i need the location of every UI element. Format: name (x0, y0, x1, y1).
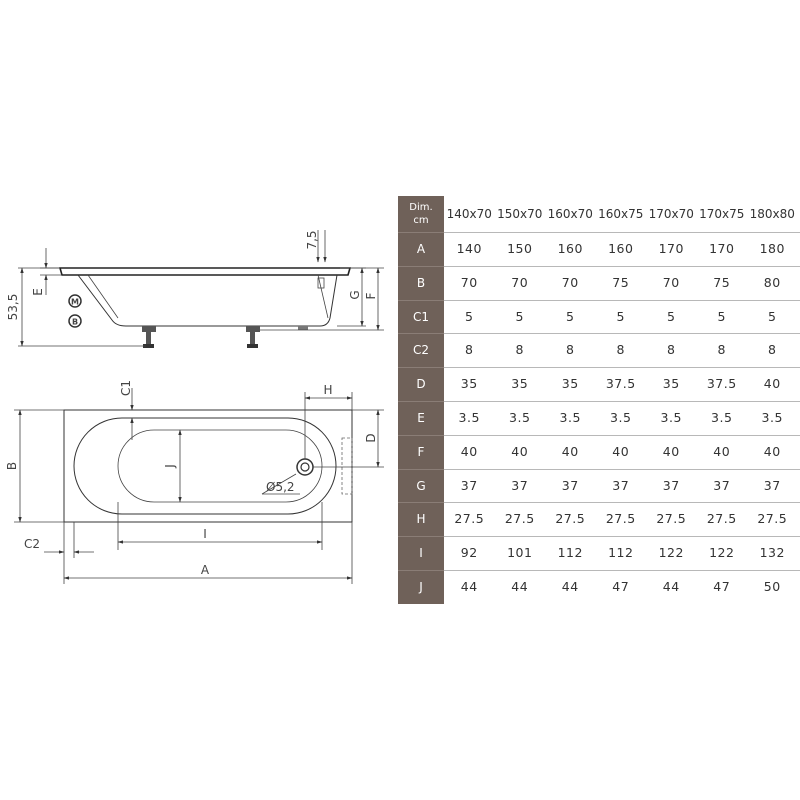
table-cell: 35 (460, 376, 478, 392)
table-row-label: D (398, 367, 444, 400)
tub-rim (60, 268, 350, 275)
svg-text:B: B (71, 317, 79, 327)
table-cell: 35 (561, 376, 579, 392)
table-cell: 44 (662, 579, 680, 594)
table-cell: 170 (658, 241, 684, 256)
table-cell: 37 (612, 477, 630, 493)
table-cell: 40 (612, 443, 630, 459)
side-view (6, 230, 384, 348)
table-cell: 40 (763, 376, 781, 392)
table-cell: 8 (768, 342, 777, 358)
table-cell: 50 (763, 579, 781, 594)
table-row-label: C2 (398, 333, 444, 366)
top-view (5, 380, 384, 584)
foot-marker-B (69, 315, 81, 327)
table-cell: 37.5 (605, 376, 636, 392)
table-row-divider (444, 300, 800, 301)
dim-label-drain-diameter: Ø5,2 (266, 480, 295, 494)
dim-label-J: J (163, 464, 177, 468)
table-cell: 75 (713, 274, 731, 290)
table-column-header: 170x75 (699, 207, 745, 221)
table-row-label: E (398, 401, 444, 434)
table-cell: 40 (511, 443, 529, 459)
dimensions-table (398, 196, 800, 604)
dim-label-53-5: 53,5 (6, 293, 20, 321)
table-cell: 122 (709, 545, 735, 561)
table-cell: 40 (561, 443, 579, 459)
table-cell: 47 (713, 579, 731, 594)
table-cell: 37 (460, 477, 478, 493)
table-cell: 122 (658, 545, 684, 561)
table-cell: 8 (465, 342, 474, 358)
table-row-divider (444, 401, 800, 402)
table-cell: 5 (717, 308, 726, 324)
table-cell: 80 (763, 274, 781, 290)
table-row-divider (444, 367, 800, 368)
drain-icon (297, 459, 313, 475)
table-cell: 8 (717, 342, 726, 358)
dim-label-I: I (203, 527, 207, 541)
table-cell: 27.5 (706, 511, 737, 527)
table-cell: 5 (616, 308, 625, 324)
table-column-header: 150x70 (497, 207, 543, 221)
table-cell: 27.5 (555, 511, 586, 527)
table-row-label: B (398, 266, 444, 299)
table-cell: 40 (460, 443, 478, 459)
table-cell: 160 (608, 241, 634, 256)
table-cell: 35 (511, 376, 529, 392)
tub-body-outline (78, 275, 337, 326)
table-cell: 70 (662, 274, 680, 290)
table-column-header: 170x70 (648, 207, 694, 221)
table-cell: 40 (763, 443, 781, 459)
table-cell: 3.5 (761, 410, 783, 425)
table-cell: 8 (667, 342, 676, 358)
table-cell: 27.5 (454, 511, 485, 527)
table-cell: 37.5 (706, 376, 737, 392)
table-cell: 3.5 (610, 410, 632, 425)
table-cell: 112 (557, 545, 583, 561)
table-cell: 101 (507, 545, 533, 561)
table-row-label: G (398, 469, 444, 502)
table-cell: 27.5 (605, 511, 636, 527)
table-cell: 3.5 (711, 410, 733, 425)
dim-label-A: A (200, 563, 210, 577)
table-cell: 37 (763, 477, 781, 493)
table-cell: 3.5 (559, 410, 581, 425)
table-column-header: 160x75 (598, 207, 644, 221)
svg-text:M: M (71, 297, 79, 307)
table-cell: 44 (460, 579, 478, 594)
table-row-label: J (398, 570, 444, 603)
table-cell: 27.5 (656, 511, 687, 527)
dim-label-7-5: 7,5 (305, 230, 319, 250)
table-cell: 3.5 (660, 410, 682, 425)
table-cell: 150 (507, 241, 533, 256)
table-cell: 40 (662, 443, 680, 459)
table-cell: 92 (460, 545, 478, 561)
table-cell: 27.5 (757, 511, 788, 527)
tub-foot-front (142, 326, 156, 348)
table-cell: 160 (557, 241, 583, 256)
table-cell: 44 (561, 579, 579, 594)
table-cell: 44 (511, 579, 529, 594)
overflow-dashed-outline (342, 438, 352, 494)
table-cell: 5 (515, 308, 524, 324)
foot-marker-M (69, 295, 81, 307)
table-row-divider (444, 502, 800, 503)
table-column-header: 140x70 (446, 207, 492, 221)
table-corner-header: Dim. cm (409, 202, 433, 226)
table-cell: 8 (566, 342, 575, 358)
table-row-divider (444, 435, 800, 436)
table-cell: 3.5 (509, 410, 531, 425)
table-row-label: F (398, 435, 444, 468)
table-cell: 37 (713, 477, 731, 493)
dim-label-B: B (5, 461, 19, 471)
table-cell: 132 (759, 545, 785, 561)
table-cell: 180 (759, 241, 785, 256)
table-column-header: 160x70 (547, 207, 593, 221)
table-row-label: C1 (398, 300, 444, 333)
dim-label-C2: C2 (23, 537, 41, 551)
table-row-label: A (398, 232, 444, 265)
table-column-header: 180x80 (749, 207, 795, 221)
table-row-divider (444, 469, 800, 470)
table-cell: 37 (561, 477, 579, 493)
table-row-divider (444, 232, 800, 233)
table-cell: 5 (667, 308, 676, 324)
table-row-divider (444, 570, 800, 571)
table-cell: 27.5 (504, 511, 535, 527)
table-cell: 5 (465, 308, 474, 324)
dim-label-G: G (348, 290, 362, 300)
table-cell: 70 (511, 274, 529, 290)
table-cell: 8 (616, 342, 625, 358)
table-row-label: H (398, 502, 444, 535)
table-cell: 8 (515, 342, 524, 358)
table-cell: 112 (608, 545, 634, 561)
table-cell: 37 (511, 477, 529, 493)
table-cell: 75 (612, 274, 630, 290)
table-row-divider (444, 266, 800, 267)
table-cell: 70 (561, 274, 579, 290)
dim-label-E: E (31, 288, 45, 296)
dim-label-H: H (323, 383, 333, 397)
table-cell: 35 (662, 376, 680, 392)
table-cell: 37 (662, 477, 680, 493)
table-cell: 170 (709, 241, 735, 256)
drain-pipe (298, 326, 308, 330)
table-cell: 70 (460, 274, 478, 290)
table-cell: 140 (456, 241, 482, 256)
table-cell: 3.5 (458, 410, 480, 425)
dim-label-C1: C1 (119, 379, 133, 397)
table-row-divider (444, 536, 800, 537)
dim-label-F: F (364, 292, 378, 300)
tub-inner-wall (88, 275, 118, 318)
table-cell: 47 (612, 579, 630, 594)
table-row-label: I (398, 536, 444, 569)
table-cell: 5 (566, 308, 575, 324)
tub-foot-rear (246, 326, 260, 348)
table-cell: 5 (768, 308, 777, 324)
table-cell: 40 (713, 443, 731, 459)
dim-label-D: D (364, 433, 378, 443)
table-row-divider (444, 333, 800, 334)
